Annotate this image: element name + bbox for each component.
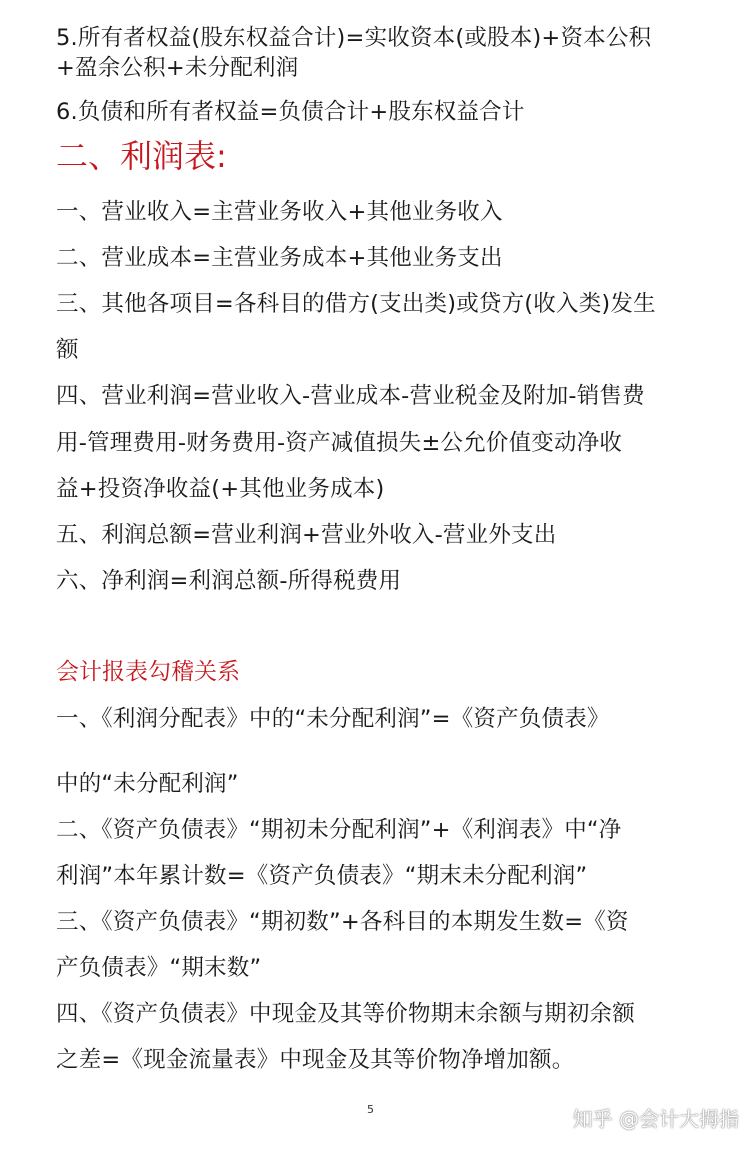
page-number: 5 (367, 1103, 374, 1116)
section-heading-statement-relations: 会计报表勾稽关系 (56, 659, 240, 685)
relation-line: 产负债表》“期末数” (56, 955, 262, 981)
relation-line: 二、《资产负债表》“期初未分配利润”+《利润表》中“净 (56, 817, 622, 843)
relation-line: 一、《利润分配表》中的“未分配利润”=《资产负债表》 (56, 706, 610, 732)
income-line: 四、营业利润=营业收入-营业成本-营业税金及附加-销售费 (56, 383, 645, 409)
income-line: 五、利润总额=营业利润+营业外收入-营业外支出 (56, 522, 557, 548)
relation-line: 三、《资产负债表》“期初数”+各科目的本期发生数=《资 (56, 909, 629, 935)
relation-line: 四、《资产负债表》中现金及其等价物期末余额与期初余额 (56, 1001, 635, 1027)
relation-line: 之差=《现金流量表》中现金及其等价物净增加额。 (56, 1047, 575, 1073)
income-line: 三、其他各项目=各科目的借方(支出类)或贷方(收入类)发生 (56, 291, 656, 317)
section-heading-income-statement: 二、利润表: (56, 137, 227, 175)
income-line: 六、净利润=利润总额-所得税费用 (56, 568, 402, 594)
income-line: 益+投资净收益(+其他业务成本) (56, 476, 385, 502)
income-line: 二、营业成本=主营业务成本+其他业务支出 (56, 245, 503, 271)
income-line: 一、营业收入=主营业务收入+其他业务收入 (56, 199, 503, 225)
watermark: 知乎 @会计大拇指 (572, 1107, 739, 1131)
relation-line: 中的“未分配利润” (56, 771, 239, 797)
income-line: 额 (56, 337, 79, 363)
income-line: 用-管理费用-财务费用-资产减值损失±公允价值变动净收 (56, 430, 623, 456)
formula-line: 6.负债和所有者权益=负债合计+股东权益合计 (56, 99, 525, 125)
relation-line: 利润”本年累计数=《资产负债表》“期末未分配利润” (56, 863, 588, 889)
formula-line: 5.所有者权益(股东权益合计)=实收资本(或股本)+资本公积 (56, 25, 652, 51)
formula-line: +盈余公积+未分配利润 (56, 55, 299, 81)
